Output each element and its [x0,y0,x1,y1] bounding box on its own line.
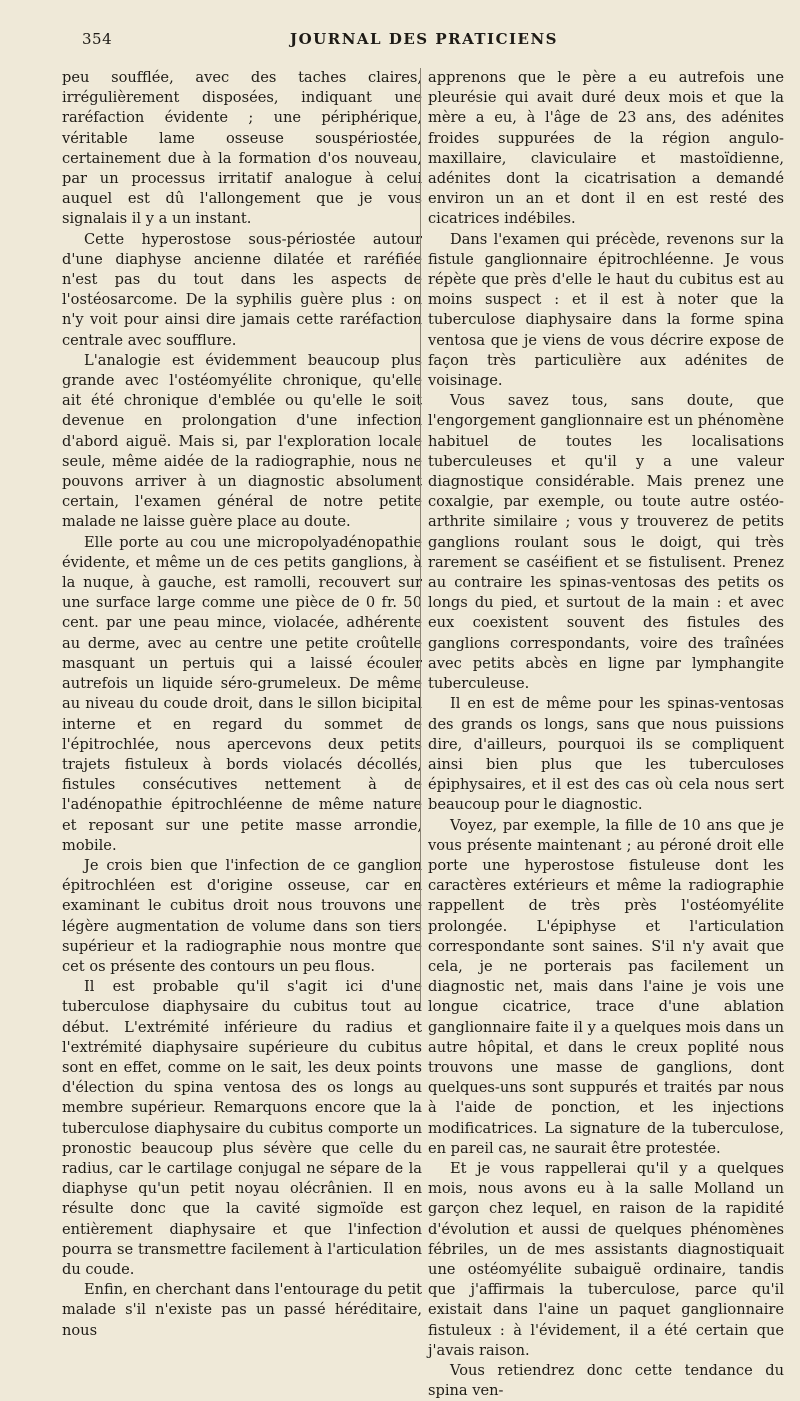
paragraph: Dans l'examen qui précède, revenons sur la fistule ganglionnaire épitrochléenne. Je vous répète que près d'elle le haut du cubitus est au moins suspect : et il est à noter que la tuberculose diaphysaire dans la forme spina ventosa que je viens de vous décrire expose de façon très particulière aux adénites de voisinage. [428,230,784,390]
paragraph: peu soufflée, avec des taches claires, irrégulièrement disposées, indiquant une raréfaction évidente ; une périphérique, véritable lame osseuse souspériostée, certainement due à la formation d'os nouveau, par un processus irritatif analogue à celui auquel est dû l'allongement que je vous signalais il y a un instant. [62,69,422,228]
right-column [428,68,784,1400]
column-divider [420,68,421,1008]
paragraph: Voyez, par exemple, la fille de 10 ans que je vous présente maintenant ; au péroné droit elle porte une hyperostose fistuleuse dont les caractères extérieurs et même la radiographie rappellent de très près l'ostéomyélite prolongée. L'épiphyse et l'articulation correspondante sont saines. S'il n'y avait que cela, je ne porterais pas facilement un diagnostic net, mais dans l'aine je vois une longue cicatrice, trace d'une ablation ganglionnaire faite il y a quelques mois dans un autre hôpital, et dans le creux poplité nous trouvons une masse de ganglions, dont quelques-uns sont suppurés et traités par nous à l'aide de ponction, et les injections modificatrices. La signature de la tuberculose, en pareil cas, ne saurait être protestée. [428,816,784,1157]
running-title: JOURNAL DES PRATICIENS [290,30,558,48]
paragraph: Elle porte au cou une micropolyadénopathie évidente, et même un de ces petits ganglions, à la nuque, à gauche, est ramolli, recouvert sur une surface large comme une pièce de 0 fr. 50 cent. par une peau mince, violacée, adhérente au derme, avec au centre une petite croûtelle masquant un pertuis qui a laissé écouler autrefois un liquide séro-grumeleux. De même au niveau du coude droit, dans le sillon bicipital interne et en regard du sommet de l'épitrochlée, nous apercevons deux petits trajets fistuleux à bords violacés décollés, fistules consécutives nettement à de l'adénopathie épitrochléenne de même nature et reposant sur une petite masse arrondie, mobile. [62,533,422,854]
paragraph: Vous savez tous, sans doute, que l'engorgement ganglionnaire est un phénomène habituel de toutes les localisations tuberculeuses et qu'il y a une valeur diagnostique considérable. Mais prenez une coxalgie, par exemple, ou toute autre ostéo-arthrite similaire ; vous y trouverez de petits ganglions roulant sous le doigt, qui très rarement se caséifient et se fistulisent. Prenez au contraire les spinas-ventosas des petits os longs du pied, et surtout de la main : et avec eux coexistent souvent des fistules des ganglions correspondants, voire des traînées avec petits abcès en ligne par lymphangite tuberculeuse. [428,392,784,693]
paragraph: Il en est de même pour les spinas-ventosas des grands os longs, sans que nous puissions dire, d'ailleurs, pourquoi ils se compliquent ainsi bien plus que les tuberculoses épiphysaires, et il est des cas où cela nous sert beaucoup pour le diagnostic. [428,695,784,814]
page-number: 354 [82,30,113,48]
page-header [60,30,788,54]
paragraph: Il est probable qu'il s'agit ici d'une tuberculose diaphysaire du cubitus tout au début. L'extrémité inférieure du radius et l'extrémité diaphysaire supérieure du cubitus sont en effet, comme on le sait, les deux points d'élection du spina ventosa des os longs au membre supérieur. Remarquons encore que la tuberculose diaphysaire du cubitus comporte un pronostic beaucoup plus sévère que celle du radius, car le cartilage conjugal ne sépare de la diaphyse qu'un petit noyau olécrânien. Il en résulte donc que la cavité sigmoïde est entièrement diaphysaire et que l'infection pourra se transmettre facilement à l'articulation du coude. [62,978,422,1278]
paragraph: Enfin, en cherchant dans l'entourage du petit malade s'il n'existe pas un passé héréditaire, nous [62,1281,422,1339]
paragraph: Et je vous rappellerai qu'il y a quelques mois, nous avons eu à la salle Molland un garçon chez lequel, en raison de la rapidité d'évolution et aussi de quelques phénomènes fébriles, un de mes assistants diagnostiquait une ostéomyélite subaiguë ordinaire, tandis que j'affirmais la tuberculose, parce qu'il existait dans l'aine un paquet ganglionnaire fistuleux : à l'évidement, il a été certain que j'avais raison. [428,1159,784,1359]
paragraph: Cette hyperostose sous-périostée autour d'une diaphyse ancienne dilatée et raréfiée n'est pas du tout dans les aspects de l'ostéosarcome. De la syphilis guère plus : on n'y voit pour ainsi dire jamais cette raréfaction centrale avec soufflure. [62,230,422,349]
paragraph: Je crois bien que l'infection de ce ganglion épitrochléen est d'origine osseuse, car en examinant le cubitus droit nous trouvons une légère augmentation de volume dans son tiers supérieur et la radiographie nous montre que cet os présente des contours un peu flous. [62,856,422,975]
paragraph: L'analogie est évidemment beaucoup plus grande avec l'ostéomyélite chronique, qu'elle ait été chronique d'emblée ou qu'elle le soit devenue en prolongation d'une infection d'abord aiguë. Mais si, par l'exploration locale seule, même aidée de la radiographie, nous ne pouvons arriver à un diagnostic absolument certain, l'examen général de notre petite malade ne laisse guère place au doute. [62,351,422,531]
paragraph: Vous retiendrez donc cette tendance du spina ven- [428,1362,784,1400]
left-column [62,68,422,1339]
paragraph: apprenons que le père a eu autrefois une pleurésie qui avait duré deux mois et que la mère a eu, à l'âge de 23 ans, des adénites froides suppurées de la région angulo-maxillaire, claviculaire et mastoïdienne, adénites dont la cicatrisation a demandé environ un an et dont il en est resté des cicatrices indébiles. [428,69,784,228]
